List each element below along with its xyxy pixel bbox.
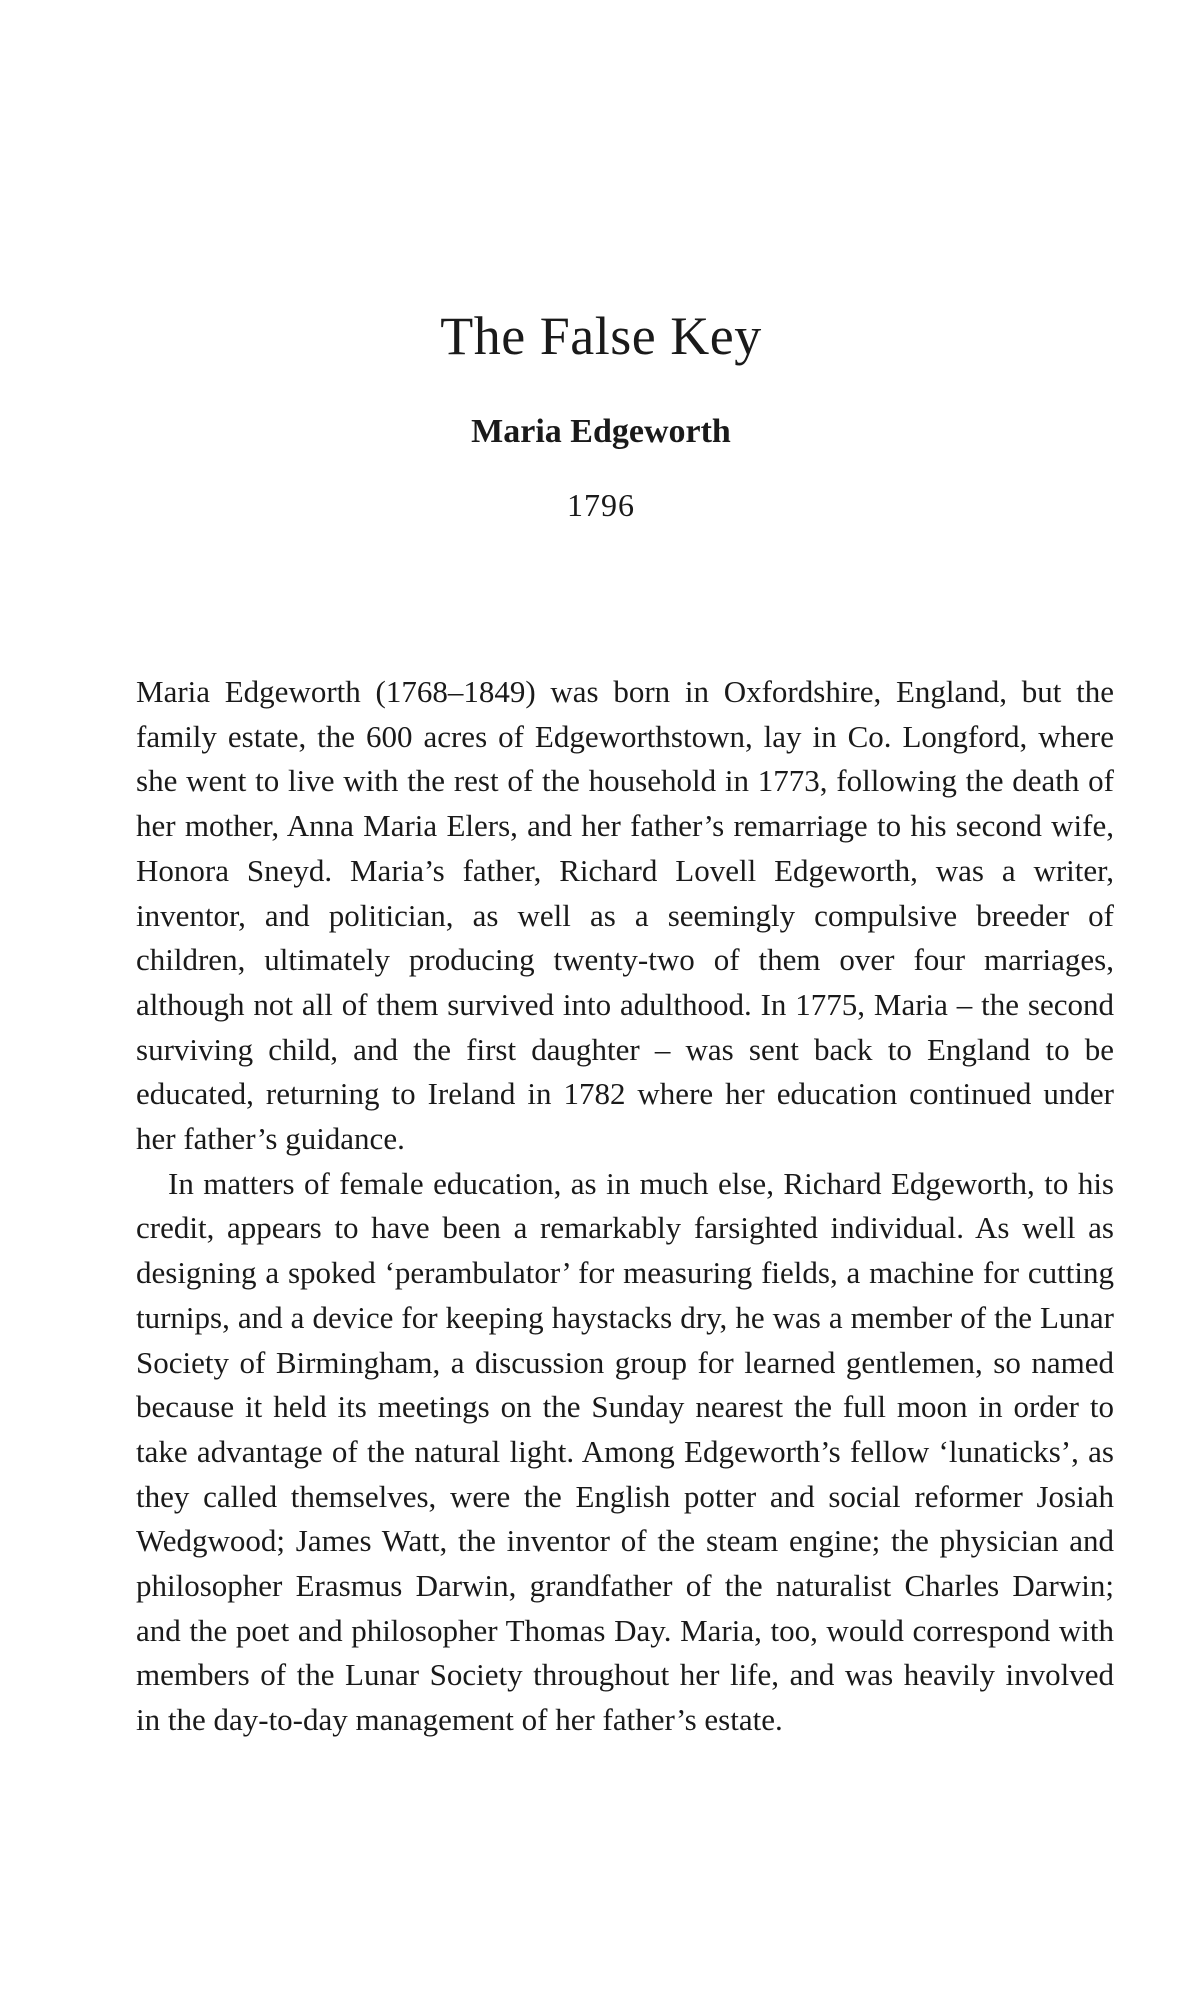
page-title: The False Key [440, 306, 762, 366]
paragraph: Maria Edgeworth (1768–1849) was born in Oxfordshire, England, but the family estate, the 600 acres of Edgeworthstown, lay in Co. Longford, where she went to live with the rest of the household in 1773, following the death of her mother, Anna Maria Elers, and her father’s remarriage to his second wife, Honora Sneyd. Maria’s father, Richard Lovell Edgeworth, was a writer, inventor, and politician, as well as a seemingly compulsive breeder of children, ultimately producing twenty-two of them over four marriages, although not all of them survived into adulthood. In 1775, Maria – the second surviving child, and the first daughter – was sent back to England to be educated, returning to Ireland in 1782 where her education continued under her father’s guidance. [136, 674, 1114, 1157]
author-name: Maria Edgeworth [471, 413, 731, 450]
publication-year: 1796 [567, 487, 635, 523]
paragraph: In matters of female education, as in much else, Richard Edgeworth, to his credit, appears to have been a remarkably farsighted individual. As well as designing a spoked ‘perambulator’ for measuring fields, a machine for cutting turnips, and a device for keeping haystacks dry, he was a member of the Lunar Society of Birmingham, a discussion group for learned gentlemen, so named because it held its meetings on the Sunday nearest the full moon in order to take advantage of the natural light. Among Edgeworth’s fellow ‘lunaticks’, as they called themselves, were the English potter and social reformer Josiah Wedgwood; James Watt, the inventor of the steam engine; the physician and philosopher Erasmus Darwin, grandfather of the naturalist Charles Darwin; and the poet and philosopher Thomas Day. Maria, too, would correspond with members of the Lunar Society throughout her life, and was heavily involved in the day-to-day management of her father’s estate. [136, 1165, 1114, 1738]
body-text [136, 670, 1114, 1743]
